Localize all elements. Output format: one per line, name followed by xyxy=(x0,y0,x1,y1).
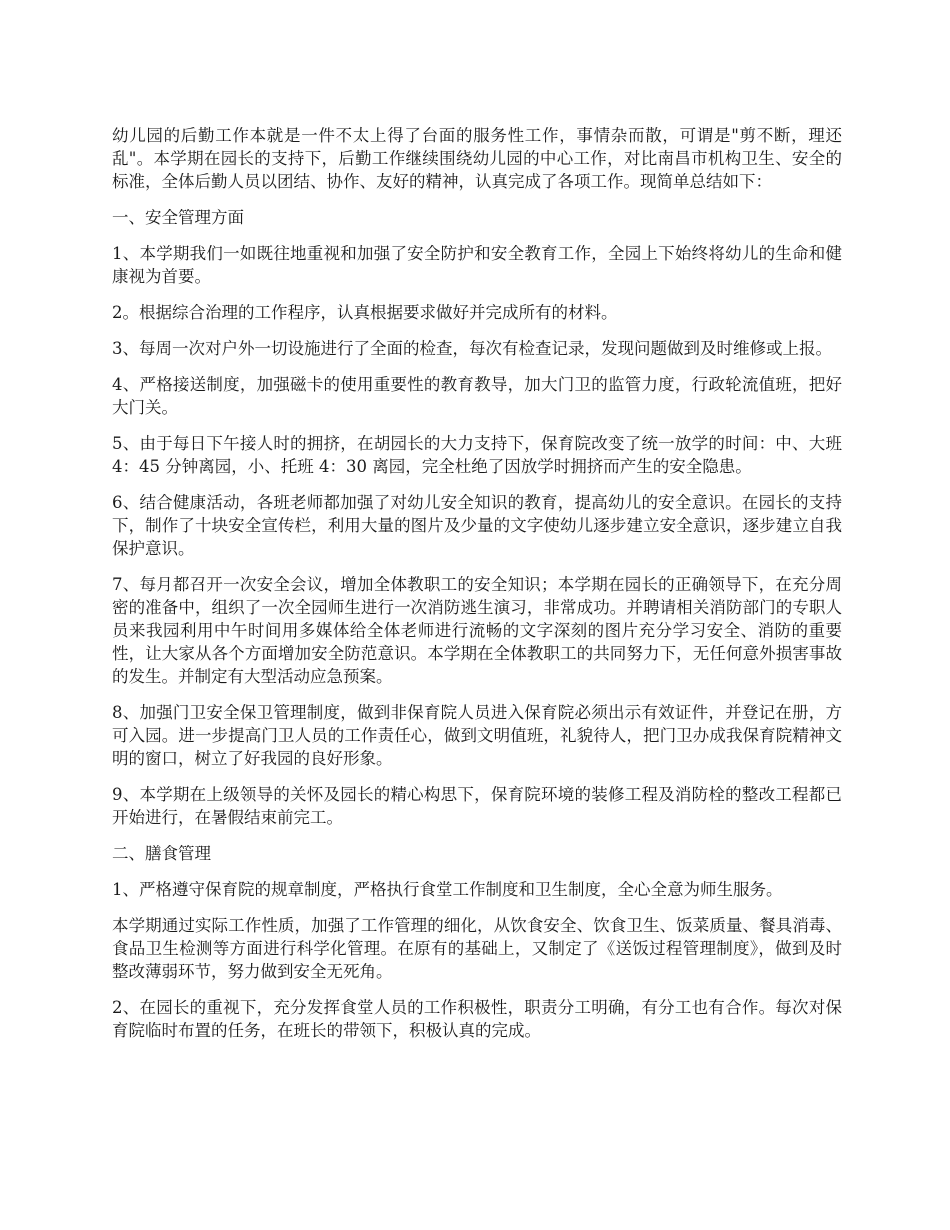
section-heading-safety: 一、安全管理方面 xyxy=(112,208,244,227)
document-page xyxy=(112,124,842,1055)
safety-item-4: 4、严格接送制度，加强磁卡的使用重要性的教育教导，加大门卫的监管力度，行政轮流值班，把好大门关。 xyxy=(112,375,842,417)
safety-item-1: 1、本学期我们一如既往地重视和加强了安全防护和安全教育工作，全园上下始终将幼儿的生命和健康视为首要。 xyxy=(112,244,842,286)
safety-item-3: 3、每周一次对户外一切设施进行了全面的检查，每次有检查记录，发现问题做到及时维修或上报。 xyxy=(112,339,832,358)
safety-item-9: 9、本学期在上级领导的关怀及园长的精心构思下，保育院环境的装修工程及消防栓的整改工程都已开始进行，在暑假结束前完工。 xyxy=(112,785,842,827)
catering-item-2: 2、在园长的重视下，充分发挥食堂人员的工作积极性，职责分工明确，有分工也有合作。每次对保育院临时布置的任务，在班长的带领下，积极认真的完成。 xyxy=(112,998,842,1040)
safety-item-6: 6、结合健康活动，各班老师都加强了对幼儿安全知识的教育，提高幼儿的安全意识。在园长的支持下，制作了十块安全宣传栏，利用大量的图片及少量的文字使幼儿逐步建立安全意识，逐步建立自我保护意识。 xyxy=(112,493,842,558)
section-heading-catering: 二、膳食管理 xyxy=(112,844,211,863)
safety-item-7: 7、每月都召开一次安全会议，增加全体教职工的安全知识；本学期在园长的正确领导下，在充分周密的准备中，组织了一次全园师生进行一次消防逃生演习，非常成功。并聘请相关消防部门的专职人员来我园利用中午时间用多媒体给全体老师进行流畅的文字深刻的图片充分学习安全、消防的重要性，让大家从各个方面增加安全防范意识。本学期在全体教职工的共同努力下，无任何意外损害事故的发生。并制定有大型活动应急预案。 xyxy=(112,575,842,686)
catering-paragraph: 本学期通过实际工作性质，加强了工作管理的细化，从饮食安全、饮食卫生、饭菜质量、餐具消毒、食品卫生检测等方面进行科学化管理。在原有的基础上，又制定了《送饭过程管理制度》，做到及时整改薄弱环节，努力做到安全无死角。 xyxy=(112,916,842,981)
safety-item-2: 2。根据综合治理的工作程序，认真根据要求做好并完成所有的材料。 xyxy=(112,303,618,322)
catering-item-1: 1、严格遵守保育院的规章制度，严格执行食堂工作制度和卫生制度，全心全意为师生服务。 xyxy=(112,880,783,899)
intro-paragraph: 幼儿园的后勤工作本就是一件不太上得了台面的服务性工作，事情杂而散，可谓是"剪不断，理还乱"。本学期在园长的支持下，后勤工作继续围绕幼儿园的中心工作，对比南昌市机构卫生、安全的标准，全体后勤人员以团结、协作、友好的精神，认真完成了各项工作。现简单总结如下： xyxy=(112,126,842,191)
safety-item-8: 8、加强门卫安全保卫管理制度，做到非保育院人员进入保育院必须出示有效证件，并登记在册，方可入园。进一步提高门卫人员的工作责任心，做到文明值班，礼貌待人，把门卫办成我保育院精神文明的窗口，树立了好我园的良好形象。 xyxy=(112,703,842,768)
safety-item-5: 5、由于每日下午接人时的拥挤，在胡园长的大力支持下，保育院改变了统一放学的时间：中、大班 4：45 分钟离园，小、托班 4：30 离园，完全杜绝了因放学时拥挤而产生的安全隐患。 xyxy=(112,434,842,476)
